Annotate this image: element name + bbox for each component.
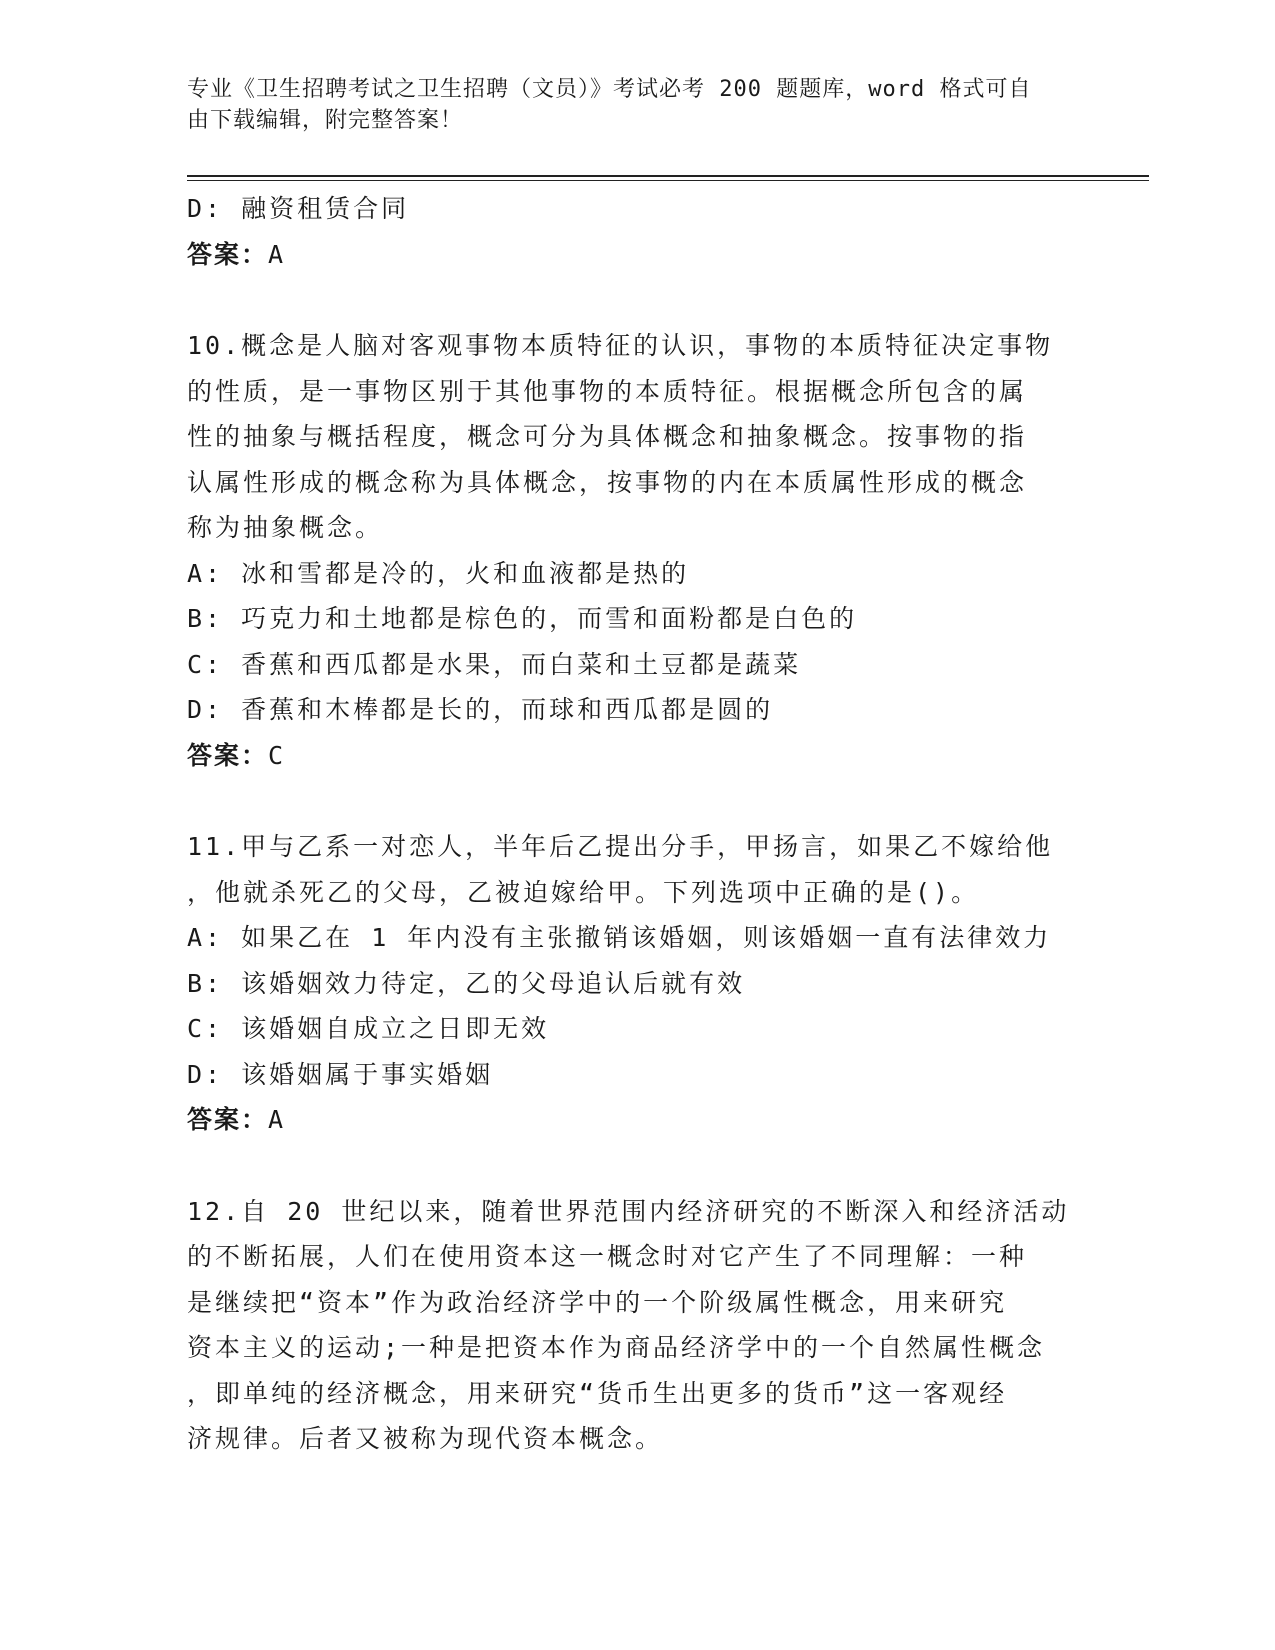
question-stem-line: ，即单纯的经济概念，用来研究“货币生出更多的货币”这一客观经 — [187, 1378, 1008, 1408]
question-9-tail — [187, 186, 1087, 277]
question-stem-line: 性的抽象与概括程度，概念可分为具体概念和抽象概念。按事物的指 — [187, 422, 1028, 451]
question-stem-line: 称为抽象概念。 — [187, 513, 384, 542]
question-12 — [187, 1189, 1087, 1462]
answer-label: 答案： — [187, 239, 269, 269]
question-stem-line: 是继续把“资本”作为政治经济学中的一个阶级属性概念，用来研究 — [187, 1287, 1008, 1317]
question-stem-line: 认属性形成的概念称为具体概念，按事物的内在本质属性形成的概念 — [187, 467, 1028, 497]
question-stem-line: ，他就杀死乙的父母，乙被迫嫁给甲。下列选项中正确的是()。 — [187, 877, 980, 907]
question-stem-line: 11.甲与乙系一对恋人，半年后乙提出分手，甲扬言，如果乙不嫁给他 — [187, 832, 1054, 861]
header-line-1: 专业《卫生招聘考试之卫生招聘（文员）》考试必考 200 题题库，word 格式可自 — [187, 77, 1032, 102]
option-d: D: 融资租赁合同 — [187, 194, 410, 223]
option-b: B: 该婚姻效力待定，乙的父母追认后就有效 — [187, 968, 746, 998]
header-rule-thin — [187, 180, 1149, 181]
question-10 — [187, 323, 1087, 778]
header-line-2: 由下载编辑，附完整答案！ — [187, 108, 464, 133]
answer — [187, 1097, 1087, 1143]
answer-value: A — [268, 1105, 286, 1134]
header-rule-thick — [187, 175, 1149, 177]
page-header — [187, 74, 1067, 136]
option-d: D: 该婚姻属于事实婚姻 — [187, 1059, 494, 1089]
question-stem-line: 资本主义的运动;一种是把资本作为商品经济学中的一个自然属性概念 — [187, 1333, 1046, 1362]
question-11 — [187, 824, 1087, 1143]
option-a: A: 冰和雪都是冷的，火和血液都是热的 — [187, 558, 690, 588]
answer-value: C — [268, 740, 286, 770]
question-stem-line: 10.概念是人脑对客观事物本质特征的认识，事物的本质特征决定事物 — [187, 331, 1054, 360]
question-stem-line: 济规律。后者又被称为现代资本概念。 — [187, 1424, 664, 1453]
answer-label: 答案： — [187, 740, 269, 770]
answer-label: 答案： — [187, 1105, 269, 1134]
option-d: D: 香蕉和木棒都是长的，而球和西瓜都是圆的 — [187, 695, 774, 724]
answer — [187, 733, 1087, 779]
question-stem-line: 12.自 20 世纪以来，随着世界范围内经济研究的不断深入和经济活动 — [187, 1196, 1070, 1226]
question-stem-line: 的不断拓展，人们在使用资本这一概念时对它产生了不同理解：一种 — [187, 1242, 1028, 1271]
option-a: A: 如果乙在 1 年内没有主张撤销该婚姻，则该婚姻一直有法律效力 — [187, 923, 1052, 952]
option-c: C: 香蕉和西瓜都是水果，而白菜和土豆都是蔬菜 — [187, 649, 802, 679]
option-b: B: 巧克力和土地都是棕色的，而雪和面粉都是白色的 — [187, 604, 858, 633]
question-stem-line: 的性质，是一事物区别于其他事物的本质特征。根据概念所包含的属 — [187, 376, 1028, 406]
option-c: C: 该婚姻自成立之日即无效 — [187, 1014, 550, 1043]
answer-value: A — [268, 239, 286, 269]
answer — [187, 232, 1087, 278]
document-body — [187, 186, 1087, 1462]
